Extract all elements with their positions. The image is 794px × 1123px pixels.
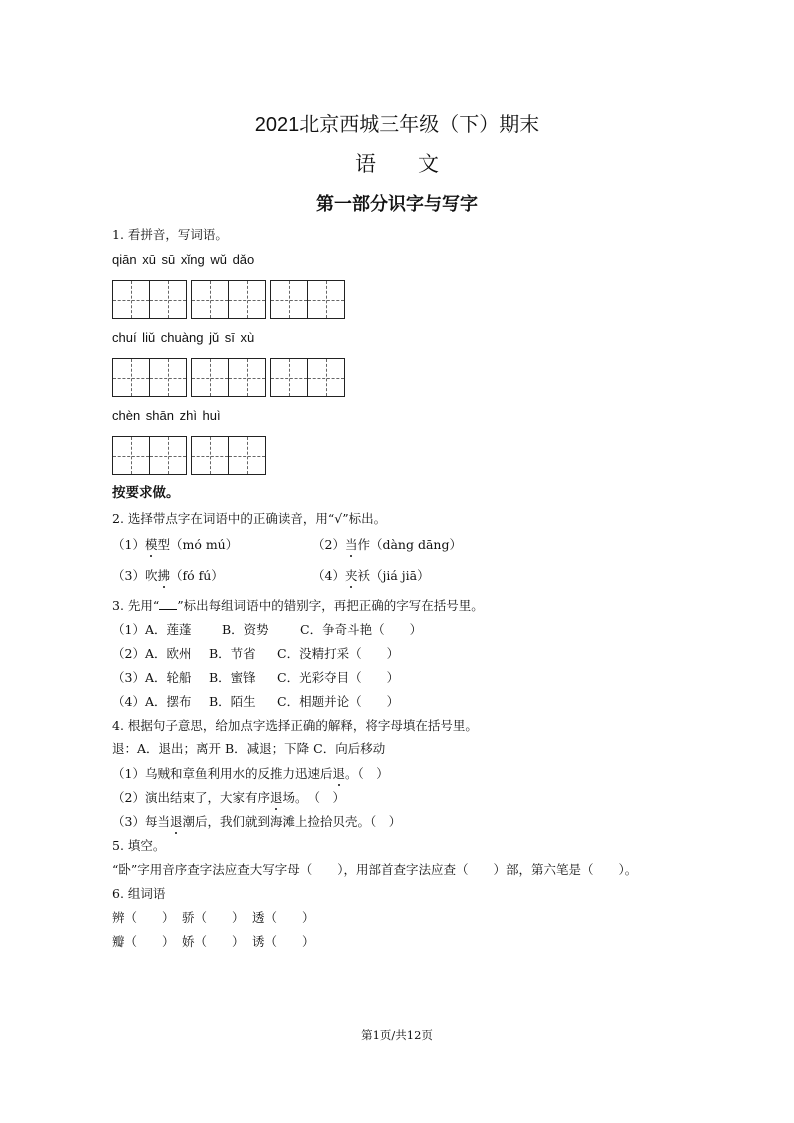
q2-item-2: （2）当作（dàng dāng） <box>312 537 462 552</box>
q2-stem: 2. 选择带点字在词语中的正确读音，用“√”标出。 <box>112 511 387 526</box>
q4-item-2: （2）演出结束了，大家有序退场。 （ ） <box>112 790 345 805</box>
writing-box[interactable] <box>112 436 187 475</box>
section-heading: 第一部分识字与写字 <box>316 194 478 215</box>
q5-text: “卧”字用音序查字法应查大写字母（ ），用部首查字法应查（ ）部，第六笔是（ ）。 <box>112 862 638 877</box>
q4-definitions: 退：A．退出；离开 B．减退；下降 C．向后移动 <box>112 741 386 756</box>
q4-item-3: （3）每当退潮后，我们就到海滩上捡拾贝壳。（ ） <box>112 814 402 829</box>
subject-title: 语文 <box>355 152 481 176</box>
writing-grid-row-3 <box>112 436 266 475</box>
writing-box[interactable] <box>191 358 266 397</box>
writing-box[interactable] <box>112 280 187 319</box>
writing-grid-row-1 <box>112 280 345 319</box>
q4-stem: 4. 根据句子意思，给加点字选择正确的解释，将字母填在括号里。 <box>112 718 478 733</box>
q2-item-1: （1）模型（mó mú） <box>112 537 239 552</box>
q2-item-3: （3）吹拂（fó fú） <box>112 568 224 583</box>
q6-stem: 6. 组词语 <box>112 886 166 901</box>
q3-stem: 3. 先用“ ”标出每组词语中的错别字，再把正确的字写在括号里。 <box>112 598 484 613</box>
writing-box[interactable] <box>270 280 345 319</box>
page-footer: 第1页/共12页 <box>361 1028 433 1042</box>
instruction-heading: 按要求做。 <box>112 485 180 501</box>
q1-pinyin-row-1: qiān xū sū xǐng wǔ dǎo <box>112 252 255 267</box>
writing-box[interactable] <box>191 436 266 475</box>
q1-pinyin-row-2: chuí liǔ chuàng jǔ sī xù <box>112 330 255 345</box>
writing-grid-row-2 <box>112 358 345 397</box>
q6-row-2: 瓣（ ） 娇（ ） 诱（ ） <box>112 934 315 949</box>
q3-item-4: （4）A．摆布 B．陌生 C．相题并论（ ） <box>112 694 400 709</box>
q6-row-1: 辨（ ） 骄（ ） 透（ ） <box>112 910 315 925</box>
q4-item-1: （1）乌贼和章鱼利用水的反推力迅速后退。（ ） <box>112 766 389 781</box>
writing-box[interactable] <box>191 280 266 319</box>
q3-item-2: （2）A．欧州 B．节省 C．没精打采（ ） <box>112 646 400 661</box>
writing-box[interactable] <box>112 358 187 397</box>
underline-mark <box>159 598 177 610</box>
q3-item-1: （1）A．莲蓬 B．资势 C．争奇斗艳（ ） <box>112 622 423 637</box>
q2-item-4: （4）夹袄（jiá jiā） <box>312 568 430 583</box>
q5-stem: 5. 填空。 <box>112 838 166 853</box>
q1-pinyin-row-3: chèn shān zhì huì <box>112 408 221 423</box>
q3-item-3: （3）A．轮船 B．蜜锋 C．光彩夺目（ ） <box>112 670 400 685</box>
exam-title: 2021北京西城三年级（下）期末 <box>254 114 540 136</box>
q1-stem: 1. 看拼音，写词语。 <box>112 227 228 242</box>
writing-box[interactable] <box>270 358 345 397</box>
